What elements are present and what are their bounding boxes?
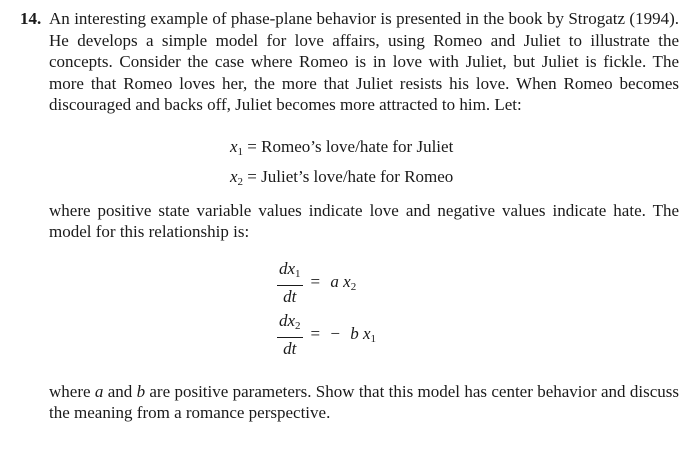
fraction-numerator: [277, 311, 303, 338]
state-var: x: [362, 324, 371, 343]
model-equations: [277, 257, 680, 361]
coefficient: b: [350, 324, 359, 343]
problem-intro-paragraph: An interesting example of phase-plane behavior is presented in the book by Strogatz (1994). He develops a simple model for love affairs, using Romeo and Juliet to illustrate the concepts. Consider the case where Romeo is in love with Juliet, but Juliet is fickle. The more that Romeo loves her, the more that Juliet resists his love. When Romeo becomes discouraged and backs off, Juliet becomes more attracted to him. Let:: [49, 9, 679, 114]
param-a: a: [94, 381, 104, 401]
coefficient: a: [330, 272, 339, 291]
minus-sign: −: [330, 324, 340, 343]
state-sub: 1: [370, 333, 377, 345]
task-text-start: where: [49, 381, 95, 401]
equation-rhs: [311, 272, 357, 293]
num-d: dx: [279, 311, 296, 330]
derivative-fraction: [277, 311, 303, 358]
state-sub: 2: [350, 281, 357, 293]
def-equals: =: [247, 136, 257, 156]
definition-x2: [230, 162, 680, 192]
equation-rhs: [311, 324, 376, 345]
param-b: b: [136, 381, 146, 401]
equation-dx1: [277, 257, 680, 309]
variable-definitions: [230, 132, 680, 192]
problem-14: [20, 8, 680, 424]
def-equals: =: [247, 166, 257, 186]
num-sub: 1: [295, 268, 301, 280]
fraction-numerator: [277, 259, 303, 286]
def-sub: 2: [237, 175, 244, 188]
fraction-denominator: dt: [283, 339, 297, 358]
task-text-end: are positive parameters. Show that this model has center behavior and discuss the meaning from a romance perspective.: [49, 381, 679, 422]
model-paragraph: where positive state variable values indicate love and negative values indicate hate. The model for this relationship is:: [49, 200, 679, 241]
def-var: x: [230, 166, 238, 186]
state-var: x: [343, 272, 351, 291]
definition-x1: [230, 132, 680, 162]
num-sub: 2: [295, 320, 301, 332]
fraction-denominator: dt: [283, 287, 297, 306]
problem-number: 14.: [20, 9, 42, 28]
def-sub: 1: [237, 145, 244, 158]
task-paragraph: [49, 381, 679, 424]
def-text: Juliet’s love/hate for Romeo: [261, 166, 454, 186]
num-d: dx: [279, 259, 296, 278]
derivative-fraction: [277, 259, 303, 306]
task-text-and: and: [103, 381, 137, 401]
equation-dx2: [277, 309, 680, 361]
def-var: x: [230, 136, 238, 156]
equals-sign: =: [310, 272, 321, 291]
equals-sign: =: [310, 324, 321, 343]
def-text: Romeo’s love/hate for Juliet: [261, 136, 454, 156]
